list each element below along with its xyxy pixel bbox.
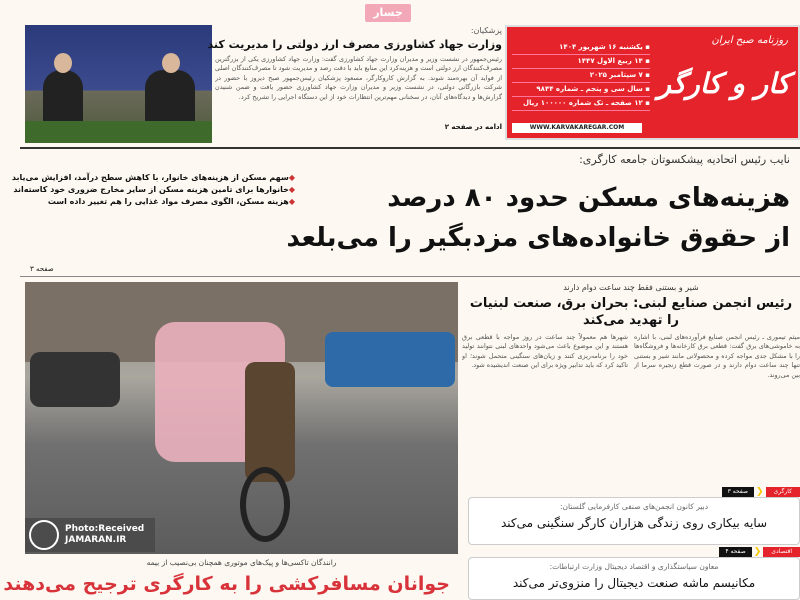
bullet-item: ◆هزینه مسکن، الگوی مصرف مواد غذایی را هم تغییر داده است	[47, 197, 295, 206]
issue-date-hijri: ▪ ۱۴ ربیع الاول ۱۴۴۷	[512, 55, 650, 69]
headline-line-1: هزینه‌های مسکن حدود ۸۰ درصد	[387, 183, 790, 213]
dairy-story-title[interactable]: رئیس انجمن صنایع لبنی: بحران برق، صنعت لبنیات را تهدید می‌کند	[469, 296, 793, 328]
issue-info	[512, 41, 650, 111]
divider	[20, 147, 800, 149]
teaser-kicker: دبیر کانون انجمن‌های صنفی کارفرمایی گلستان:	[559, 502, 709, 511]
divider	[20, 276, 800, 277]
bullet-item: ◆سهم مسکن از هزینه‌های خانوار، با کاهش سطح درآمد، افزایش می‌یابد	[11, 173, 295, 182]
lead-headline[interactable]	[190, 178, 790, 258]
jamaran-logo-icon	[29, 520, 59, 550]
section-badge: جسار	[365, 4, 411, 22]
teaser-title[interactable]: مکانیسم ماشه صنعت دیجیتال را منزوی‌تر می‌کند	[512, 576, 756, 590]
masthead	[505, 25, 800, 140]
top-story-kicker: پزشکیان:	[470, 26, 502, 35]
issue-date-persian: ▪ یکشنبه ۱۶ شهریور ۱۴۰۴	[512, 41, 650, 55]
teaser-economy	[468, 547, 800, 600]
diamond-icon: ◆	[288, 173, 295, 182]
watermark-credit: Photo:Received	[65, 524, 145, 534]
masthead-subtitle: روزنامه صبح ایران	[711, 35, 788, 46]
dairy-story-body: شهرها هم معمولاً چند ساعت در روز مواجه با قطعی برق هستند و این موضوع باعث می‌شود واحدهای لبنی نتوانند تولید خود را برنامه‌ریزی کنند و زیان‌های سنگینی متحمل شوند؛ او تاکید کرد که باید تدابیر ویژه برای این صنعت اندیشیده شود.	[462, 333, 628, 370]
top-story-title[interactable]: وزارت جهاد کشاورزی مصرف ارز دولتی را مدیریت کند	[207, 38, 502, 51]
photo-story-headline[interactable]: جوانان مسافرکشی را به کارگری ترجیح می‌دهند	[3, 573, 450, 595]
top-story-body: رئیس‌جمهور در نشست وزیر و مدیران وزارت جهاد کشاورزی گفت: وزارت جهاد کشاورزی یکی از بزرگترین مصرف‌کنندگان ارز دولتی است و هزینه‌کرد این منابع باید با دقت رصد و مدیریت شود تا مصرف‌کنندگان اصلی از فواید آن بهره‌مند شوند. به گزارش کاروکارگر، مسعود پزشکیان رئیس‌جمهور صبح دیروز با حضور در شرکت بازرگانی دولتی، در نشست وزیر و مدیران وزارت جهاد کشاورزی حضور یافت و ضمن شنیدن گزارش‌ها و دیدگاه‌های آنان، در سخنانی مهم‌ترین انتظارات خود از این دستگاه اجرایی را تشریح کرد.	[215, 55, 502, 101]
watermark-source: JAMARAN.IR	[65, 535, 127, 545]
page-ref[interactable]: صفحه ۳	[722, 487, 754, 497]
teaser-title[interactable]: سایه بیکاری روی زندگی هزاران کارگر سنگینی می‌کند	[500, 516, 768, 530]
website-url[interactable]: WWW.KARVAKAREGAR.COM	[512, 123, 642, 133]
dairy-story-kicker: شیر و بستنی فقط چند ساعت دوام دارند	[563, 283, 699, 292]
bullet-item: ◆خانوارها برای تامین هزینه مسکن از سایر مخارج ضروری خود کاسته‌اند	[13, 185, 295, 194]
issue-price: ▪ ۱۲ صفحه ـ تک شماره ۱۰۰۰۰۰ ریال	[512, 97, 650, 111]
photo-caption-kicker: رانندگان تاکسی‌ها و پیک‌های موتوری همچنان بی‌نصیب از بیمه	[146, 558, 337, 567]
top-story	[207, 26, 502, 144]
section-label: کارگری	[766, 487, 800, 497]
teaser-kicker: معاون سیاستگذاری و اقتصاد دیجیتال وزارت ارتباطات:	[549, 562, 719, 571]
photo-watermark	[25, 518, 155, 552]
issue-date-gregorian: ▪ ۷ سپتامبر ۲۰۲۵	[512, 69, 650, 83]
issue-number: ▪ سال سی و پنجم ـ شماره ۹۸۴۴	[512, 83, 650, 97]
diamond-icon: ◆	[288, 185, 295, 194]
teaser-labor	[468, 487, 800, 545]
section-label: اقتصادی	[763, 547, 800, 557]
lead-page-ref[interactable]: صفحه ۳	[30, 265, 54, 273]
chevron-left-icon: ❮	[753, 547, 762, 557]
top-story-photo	[25, 25, 212, 143]
dairy-story-body: میثم تیموری ـ رئیس انجمن صنایع فرآورده‌های لبنی، با اشاره به خاموشی‌های برق گفت: قطعی برق کارخانه‌ها و فروشگاه‌ها را با مشکل جدی مواجه کرده و محصولاتی مانند شیر و بستنی تنها چند ساعت دوام دارند و در صورت قطع زنجیره سرما از بین می‌روند.	[634, 333, 800, 379]
motorcycle-vendor-photo	[25, 282, 458, 554]
page-ref[interactable]: صفحه ۴	[719, 547, 751, 557]
lead-kicker: نایب رئیس اتحادیه پیشکسوتان جامعه کارگری:	[579, 153, 790, 166]
chevron-left-icon: ❮	[756, 487, 764, 497]
continued-link[interactable]: ادامه در صفحه ۲	[444, 123, 502, 131]
diamond-icon: ◆	[288, 197, 295, 206]
dairy-story	[462, 282, 800, 474]
headline-line-2: از حقوق خانواده‌های مزدبگیر را می‌بلعد	[286, 223, 790, 253]
newspaper-logo: کار و کارگر	[657, 67, 790, 100]
